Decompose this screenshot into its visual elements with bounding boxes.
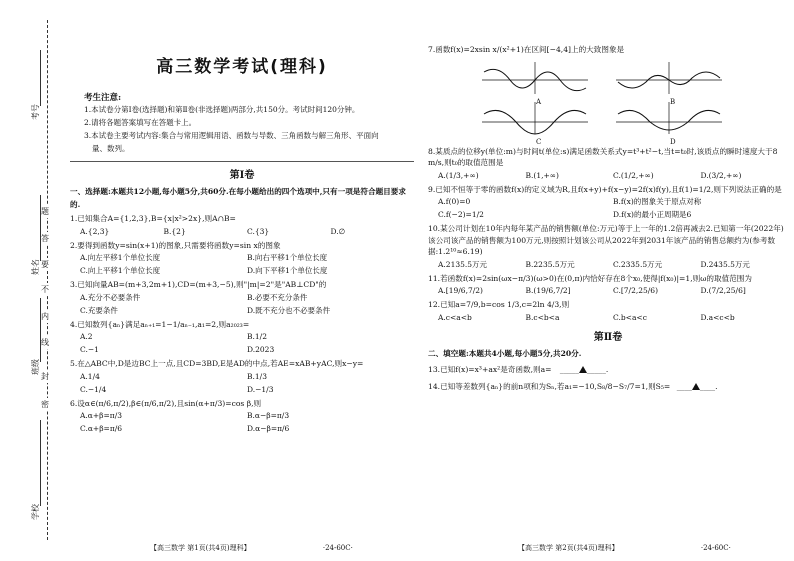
option-choice: B.1/3 — [247, 371, 267, 381]
question-options — [70, 291, 414, 317]
option-choice: A.c<a<b — [438, 312, 472, 322]
part2-heading: 第Ⅱ卷 — [593, 331, 623, 343]
field-xuexiao-line — [40, 420, 41, 506]
question-13-stem: 13.已知f(x)=x³+ax²是奇函数,则a= — [428, 364, 552, 374]
graph-c-plot — [480, 97, 590, 136]
option-choice: C.{3} — [247, 226, 270, 236]
option-choice: C.2335.5万元 — [613, 259, 663, 269]
option-choice: B.1/2 — [247, 332, 267, 341]
option-choice: C.充要条件 — [80, 305, 118, 315]
notice-heading: 考生注意: — [84, 93, 122, 103]
seal-char: 封 — [41, 372, 49, 381]
option-choice: B.(19/6,7/2] — [525, 286, 571, 295]
option-choice: C.−1/4 — [80, 384, 107, 394]
question-options — [70, 370, 414, 396]
option-choice: D.−1/3 — [247, 384, 274, 394]
field-banji-line — [40, 298, 41, 362]
option-choice: B.f(x)的图象关于原点对称 — [613, 197, 702, 206]
graph-d — [614, 97, 724, 146]
option-choice: C.向上平移1个单位长度 — [80, 266, 161, 275]
binding-strip — [0, 0, 62, 561]
graph-a-plot — [480, 60, 590, 96]
question-item — [428, 299, 788, 324]
question-14-stem: 14.已知等差数列{aₙ}的前n项和为Sₙ,若a₁=−10,S₈/8−S₇/7=1,则S₅= — [428, 382, 671, 391]
option-choice: C.[7/2,25/6) — [613, 286, 659, 295]
option-choice: C.f(−2)=1/2 — [438, 210, 484, 219]
option-choice: A.2 — [80, 332, 93, 341]
notice-item: 3.本试卷主要考试内容:集合与常用逻辑用语、函数与导数、三角函数与解三角形、平面向 — [84, 131, 379, 140]
graph-a-label: A — [536, 97, 542, 106]
option-choice: B.c<b<a — [525, 312, 560, 322]
option-choice: A.向左平移1个单位长度 — [80, 253, 161, 262]
question-options — [70, 330, 414, 356]
question-item — [428, 184, 788, 222]
seal-char: 密 — [41, 400, 49, 409]
answer-blank: ____ ____. — [676, 382, 718, 391]
question-14 — [428, 381, 788, 393]
divider — [70, 161, 414, 162]
question-stem: 12.已知a=7/9,b=cos 1/3,c=2ln 4/3,则 — [428, 300, 570, 309]
question-options — [70, 409, 414, 435]
field-xingming-label: 姓名 — [31, 259, 40, 275]
seal-char: 内 — [41, 312, 49, 321]
graph-b-label: B — [670, 97, 676, 106]
part1-instruction: 一、选择题:本题共12小题,每小题5分,共60分.在每小题给出的四个选项中,只有一项是符合题目要求的. — [70, 187, 406, 209]
option-choice: B.{2} — [163, 226, 186, 236]
field-kaohao-label: 考号 — [31, 104, 40, 120]
answer-marker-icon — [579, 366, 587, 373]
option-choice: B.必要不充分条件 — [247, 292, 308, 302]
question-item — [70, 240, 414, 278]
exam-title: 高三数学考试(理科) — [156, 57, 328, 77]
page-2 — [428, 0, 788, 561]
footer-left-code: ·24-60C· — [322, 544, 353, 552]
footer-right — [518, 543, 731, 553]
question-stem: 1.已知集合A={1,2,3},B={x|x²>2x},则A∩B= — [70, 214, 236, 223]
question-item — [70, 319, 414, 357]
option-choice: B.(1,+∞) — [525, 170, 559, 180]
question-item — [428, 273, 788, 298]
option-choice: A.1/4 — [80, 371, 100, 381]
field-kaohao-line — [40, 50, 41, 106]
option-choice: B.2235.5万元 — [525, 259, 575, 269]
question-item — [70, 398, 414, 436]
question-stem: 2.要得到函数y=sin(x+1)的图象,只需要将函数y=sin x的图象 — [70, 240, 281, 250]
seal-char: 答 — [41, 234, 49, 243]
graph-c-label: C — [536, 137, 542, 146]
part1-heading: 第Ⅰ卷 — [229, 170, 255, 181]
seal-char: 不 — [41, 285, 49, 294]
option-choice: D.∅ — [330, 226, 346, 236]
graph-c — [480, 97, 590, 146]
option-choice: A.2135.5万元 — [438, 259, 488, 269]
graph-b — [614, 60, 724, 106]
question-stem: 4.已知数列{aₙ}满足aₙ₊₁=1−1/aₙ₋₁,a₁=2,则a₂₀₂₃= — [70, 319, 250, 329]
answer-blank: _____ _____. — [559, 364, 609, 374]
option-choice: A.f(0)=0 — [438, 197, 471, 206]
notice-item: 2.请将各题答案填写在答题卡上。 — [84, 118, 197, 127]
option-choice: D.既不充分也不必要条件 — [247, 305, 331, 315]
question-item — [428, 223, 788, 271]
option-choice: C.(1/2,+∞) — [613, 170, 654, 180]
question-item — [70, 213, 414, 238]
question-list-left — [70, 213, 414, 435]
option-choice: A.(1/3,+∞) — [438, 170, 479, 180]
field-banji-label: 班级 — [31, 359, 40, 375]
graph-d-label: D — [670, 137, 676, 146]
option-choice: D.α−β=π/6 — [247, 424, 290, 433]
option-choice: A.α+β=π/3 — [80, 411, 122, 420]
question-item — [70, 358, 414, 396]
question-item — [428, 146, 788, 182]
question-stem: 3.已知向量AB=(m+3,2m+1),CD=(m+3,−5),则"|m|=2"是"AB⊥CD"的 — [70, 280, 327, 289]
question-stem: 8.某质点的位移y(单位:m)与时间t(单位:s)满足函数关系式y=t³+t²−t,当t=t₀时,该质点的瞬时速度大于8 m/s,则t₀的取值范围是 — [428, 146, 778, 167]
option-choice: B.向右平移1个单位长度 — [247, 253, 328, 262]
option-choice: C.α+β=π/6 — [80, 424, 123, 433]
option-choice: C.−1 — [80, 345, 99, 354]
option-choice: D.2023 — [247, 345, 275, 354]
graph-b-plot — [614, 60, 724, 96]
question-list-right — [428, 146, 788, 324]
question-stem: 9.已知不恒等于零的函数f(x)的定义域为R,且f(x+y)+f(x−y)=2f(x)f(y),且f(1)=1/2,则下列说法正确的是 — [428, 184, 782, 194]
answer-marker-icon — [692, 383, 700, 390]
question-options — [428, 195, 788, 221]
page-1 — [70, 0, 414, 561]
option-choice: B.α−β=π/3 — [247, 411, 290, 420]
question-options — [428, 284, 788, 297]
footer-left — [150, 543, 353, 553]
option-choice: A.充分不必要条件 — [80, 292, 141, 302]
notice-item: 量、数列。 — [92, 144, 130, 153]
question-stem: 5.在△ABC中,D是边BC上一点,且CD=3BD,E是AD的中点,若AE=xAB+yAC,则x−y= — [70, 359, 364, 368]
option-choice: D.f(x)的最小正周期是6 — [613, 210, 692, 219]
question-stem: 10.某公司计划在10年内每年某产品的销售额(单位:万元)等于上一年的1.2倍再减去2.已知第一年(2022年)该公司该产品的销售额为100万元,则按照计划该公司从2022年到2031年该产品的销售总额约为(参考数据:1.2¹⁰≈6.19) — [428, 224, 784, 256]
seal-char: 线 — [41, 338, 49, 347]
seal-char: 题 — [41, 207, 49, 216]
question-item — [70, 279, 414, 317]
graph-a — [480, 60, 590, 106]
option-choice: D.(3/2,+∞) — [700, 170, 742, 180]
question-options — [70, 225, 414, 238]
question-options — [428, 169, 788, 182]
question-options — [428, 311, 788, 324]
part2-instruction: 二、填空题:本题共4小题,每小题5分,共20分. — [428, 348, 582, 358]
graph-d-plot — [614, 97, 724, 136]
option-choice: D.a<c<b — [700, 312, 735, 322]
seal-line — [47, 20, 48, 540]
footer-right-text: 【高三数学 第2页(共4页)理科】 — [518, 544, 619, 552]
seal-char: 要 — [41, 260, 49, 269]
q7-graphs — [480, 60, 720, 146]
footer-right-code: ·24-60C· — [700, 544, 731, 552]
footer-left-text: 【高三数学 第1页(共4页)理科】 — [150, 544, 251, 552]
question-stem: 6.设α∈(π/6,π/2),β∈(π/6,π/2),且sin(α+π/3)=cos β,则 — [70, 398, 262, 408]
option-choice: D.向下平移1个单位长度 — [247, 266, 328, 275]
option-choice: A.[19/6,7/2) — [438, 286, 483, 295]
option-choice: C.b<a<c — [613, 312, 647, 322]
option-choice: D.2435.5万元 — [700, 259, 750, 269]
question-13 — [428, 364, 788, 376]
option-choice: D.(7/2,25/6] — [700, 286, 746, 295]
question-options — [428, 258, 788, 271]
question-options — [70, 251, 414, 277]
field-xuexiao-label: 学校 — [31, 504, 40, 520]
question-7-stem: 7.函数f(x)=2xsin x/(x²+1)在区间[−4,4]上的大致图象是 — [428, 45, 625, 54]
notice-item: 1.本试卷分第Ⅰ卷(选择题)和第Ⅱ卷(非选择题)两部分,共150分。考试时间120分钟。 — [84, 105, 360, 114]
question-stem: 11.若函数f(x)=2sin(ωx−π/3)(ω>0)在(0,π)内恰好存在8个x₀,使得|f(x₀)|=1,则ω的取值范围为 — [428, 273, 752, 283]
option-choice: A.{2,3} — [80, 226, 110, 236]
